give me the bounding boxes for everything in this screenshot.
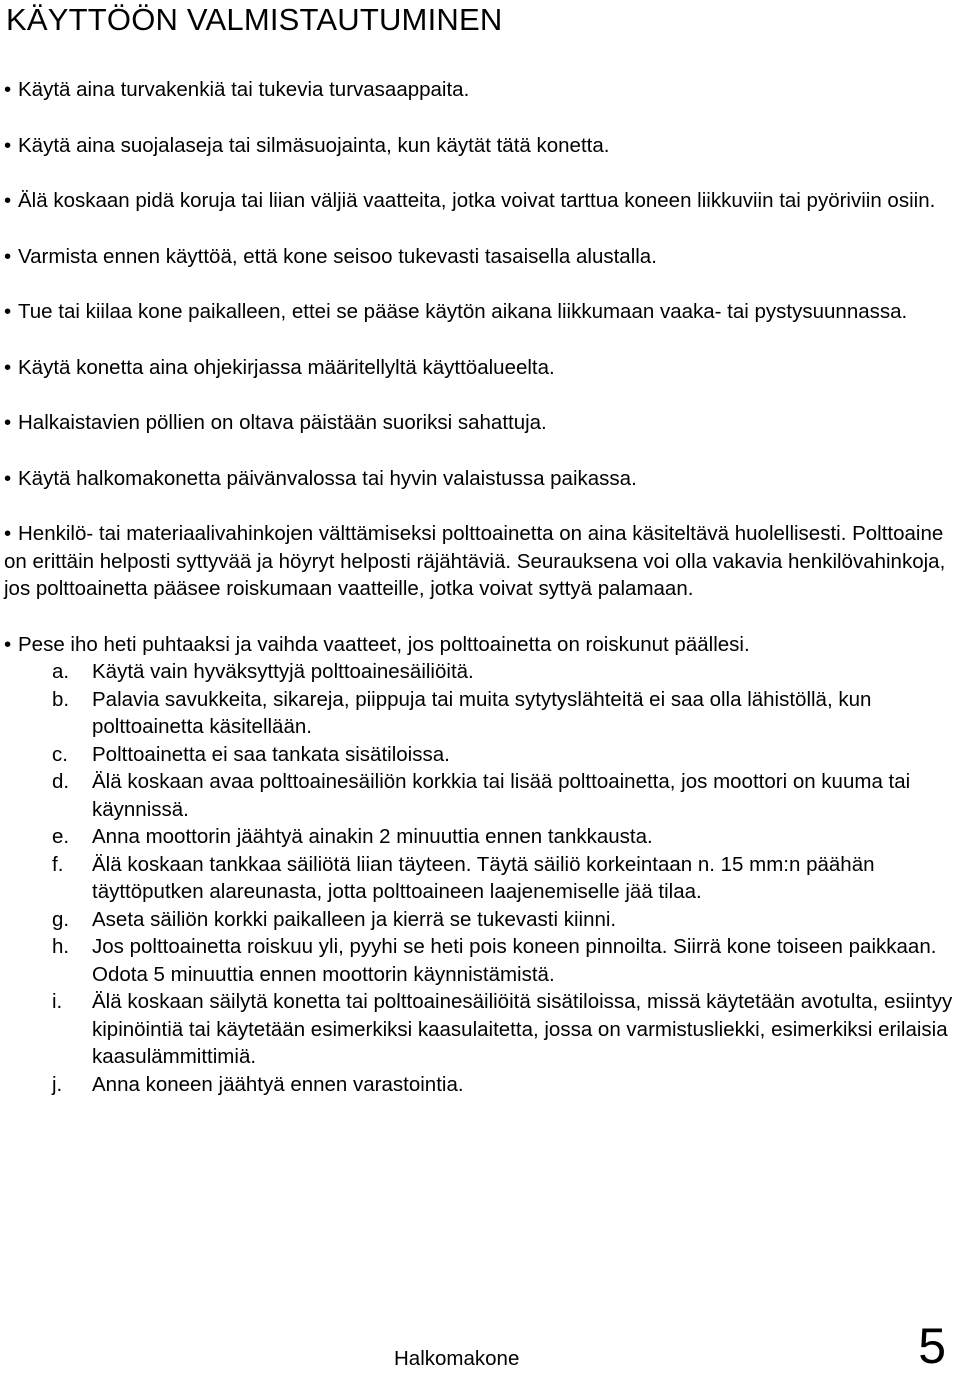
sub-item (4, 741, 954, 769)
bullet-marker: • (4, 78, 12, 101)
bullet-item (4, 409, 954, 437)
sub-item (4, 988, 954, 1071)
sub-item-text: Älä koskaan tankkaa säiliötä liian täyteen. Täytä säiliö korkeintaan n. 15 mm:n päähän täyttöputken alareunasta, jotta polttoaineen laajenemiselle jää tilaa. (92, 852, 875, 903)
footer-product-name: Halkomakone (394, 1347, 520, 1370)
bullet-marker: • (4, 244, 12, 268)
sub-item-marker: f. (52, 852, 64, 876)
sub-item-marker: e. (52, 825, 70, 848)
bullet-marker: • (4, 355, 12, 379)
sub-item-text: Palavia savukkeita, sikareja, piippuja tai muita sytytyslähteitä ei saa olla lähistöllä, kun polttoainetta käsitellään. (92, 687, 872, 738)
bullet-text: Älä koskaan pidä koruja tai liian väljiä vaatteita, jotka voivat tarttua koneen liikkuviin tai pyöriviin osiin. (18, 189, 936, 212)
bullet-text: Tue tai kiilaa kone paikalleen, ettei se pääse käytön aikana liikkumaan vaaka- tai pystysuunnassa. (18, 300, 908, 323)
bullet-item (4, 298, 954, 326)
sub-item (4, 933, 954, 988)
bullet-marker: • (4, 632, 12, 656)
bullet-item (4, 132, 954, 160)
bullet-text: Käytä aina suojalaseja tai silmäsuojainta, kun käytät tätä konetta. (18, 133, 610, 157)
sub-item-text: Älä koskaan säilytä konetta tai polttoainesäiliöitä sisätiloissa, missä käytetään avotulta, esiintyy kipinöintiä tai käytetään esimerkiksi kaasulaitetta, jossa on varmistusliekki, esimerkiksi erilaisia kaasulämmittimiä. (92, 990, 953, 1068)
bullet-text: Pese iho heti puhtaaksi ja vaihda vaatteet, jos polttoainetta on roiskunut päällesi. (18, 632, 750, 656)
sub-item-marker: b. (52, 687, 70, 711)
sub-item-marker: i. (52, 990, 63, 1013)
bullet-text: Halkaistavien pöllien on oltava päistään suoriksi sahattuja. (18, 411, 547, 434)
sub-item-text: Käytä vain hyväksyttyjä polttoainesäiliöitä. (92, 660, 474, 683)
sub-item-marker: a. (52, 660, 70, 683)
sub-item (4, 1071, 954, 1099)
sub-item-text: Aseta säiliön korkki paikalleen ja kierrä se tukevasti kiinni. (92, 907, 617, 931)
bullet-marker: • (4, 189, 12, 212)
sub-item (4, 823, 954, 851)
sub-item-marker: c. (52, 742, 68, 766)
bullet-text: Varmista ennen käyttöä, että kone seisoo tukevasti tasaisella alustalla. (18, 244, 657, 268)
bullet-marker: • (4, 133, 12, 157)
bullet-marker: • (4, 466, 12, 490)
bullet-text: Henkilö- tai materiaalivahinkojen välttämiseksi polttoainetta on aina käsiteltävä huolellisesti. Polttoaine on erittäin helposti syttyvää ja höyryt helposti räjähtäviä. Seurauksena voi olla vakavia henkilövahinkoja, jos polttoainetta pääsee roiskumaan vaatteille, jotka voivat syttyä palamaan. (4, 522, 946, 600)
sub-item-text: Älä koskaan avaa polttoainesäiliön korkkia tai lisää polttoainetta, jos moottori on kuuma tai käynnissä. (92, 770, 911, 821)
sub-item (4, 906, 954, 934)
bullet-item (4, 631, 954, 1099)
bullet-item (4, 465, 954, 493)
sub-item-text: Polttoainetta ei saa tankata sisätiloissa. (92, 742, 450, 766)
bullet-item (4, 243, 954, 271)
bullet-item (4, 354, 954, 382)
sub-item-text: Anna moottorin jäähtyä ainakin 2 minuuttia ennen tankkausta. (92, 825, 653, 848)
page-number: 5 (918, 1318, 946, 1374)
bullet-item (4, 76, 954, 104)
page-title: KÄYTTÖÖN VALMISTAUTUMINEN (6, 2, 503, 37)
fuel-handling-sublist (4, 658, 954, 1098)
sub-item-marker: g. (52, 907, 70, 931)
bullet-item (4, 187, 954, 215)
bullet-marker: • (4, 300, 12, 323)
bullet-marker: • (4, 522, 12, 545)
bullet-text: Käytä halkomakonetta päivänvalossa tai hyvin valaistussa paikassa. (18, 466, 637, 490)
sub-item (4, 658, 954, 686)
sub-item (4, 768, 954, 823)
bullet-item (4, 520, 954, 603)
sub-item-marker: d. (52, 770, 70, 793)
sub-item-marker: h. (52, 935, 70, 958)
bullet-text: Käytä aina turvakenkiä tai tukevia turvasaappaita. (18, 78, 470, 101)
sub-item-text: Anna koneen jäähtyä ennen varastointia. (92, 1072, 464, 1096)
safety-bullet-list (4, 76, 954, 1098)
sub-item (4, 851, 954, 906)
sub-item (4, 686, 954, 741)
sub-item-text: Jos polttoainetta roiskuu yli, pyyhi se heti pois koneen pinnoilta. Siirrä kone toiseen paikkaan. Odota 5 minuuttia ennen moottorin käynnistämistä. (92, 935, 937, 986)
bullet-marker: • (4, 411, 12, 434)
bullet-text: Käytä konetta aina ohjekirjassa määritellyltä käyttöalueelta. (18, 355, 555, 379)
sub-item-marker: j. (52, 1072, 63, 1096)
